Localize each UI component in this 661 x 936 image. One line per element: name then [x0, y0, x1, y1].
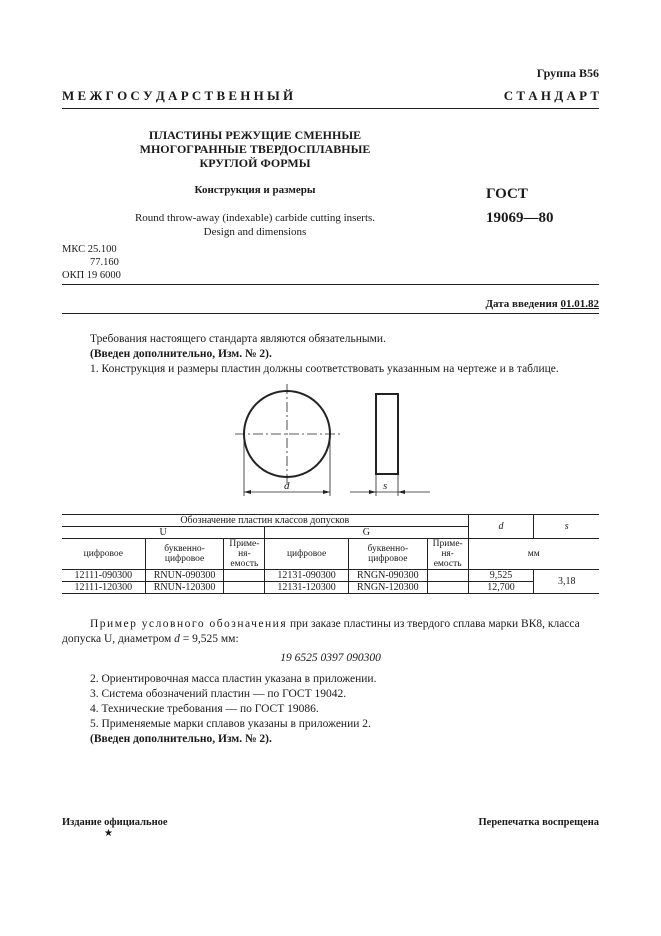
gost-number: 19069—80: [486, 210, 554, 226]
paragraph-clause-1: 1. Конструкция и размеры пластин должны соответствовать указанным на чертеже и в таблице.: [90, 363, 559, 375]
list-item-2: 2. Ориентировочная масса пластин указана в приложении.: [90, 673, 377, 685]
dimensions-table: [62, 514, 599, 594]
cell-d: 9,525: [468, 570, 534, 582]
header-u-digital: цифровое: [62, 539, 145, 570]
cell-g-alnum: RNGN-090300: [348, 570, 427, 582]
cell-g-digital: 12131-090300: [265, 570, 349, 582]
list-item-3: 3. Система обозначений пластин — по ГОСТ 19042.: [90, 688, 347, 700]
header-unit: мм: [468, 539, 599, 570]
date-label: Дата введения: [485, 298, 558, 310]
d-label: d: [284, 480, 290, 492]
footer-reprint-prohibited: Перепечатка воспрещена: [478, 817, 599, 828]
paragraph-mandatory: Требования настоящего стандарта являются обязательными.: [90, 333, 386, 345]
table-col-s: s: [534, 515, 599, 539]
cell-g-usage: [427, 570, 468, 582]
list-item-4: 4. Технические требования — по ГОСТ 19086.: [90, 703, 319, 715]
footer-official-edition: Издание официальное: [62, 817, 168, 828]
cell-d: 12,700: [468, 582, 534, 594]
insert-drawing: [230, 380, 440, 500]
example-paragraph: [62, 617, 599, 647]
english-title-line-1: Round throw-away (indexable) carbide cutting inserts.: [134, 212, 376, 224]
effective-date: [485, 298, 599, 310]
example-text: при заказе пластины из твердого сплава марки ВК8, класса допуска U, диаметром: [62, 618, 580, 645]
header-g-digital: цифровое: [265, 539, 349, 570]
list-amendment: (Введен дополнительно, Изм. № 2).: [90, 733, 272, 745]
header-g-usage: Приме-ня-емость: [427, 539, 468, 570]
table-row: [62, 582, 599, 594]
header-g-alnum: буквенно-цифровое: [348, 539, 427, 570]
cell-u-digital: 12111-090300: [62, 570, 145, 582]
header-u-usage: Приме-ня-емость: [224, 539, 265, 570]
cell-u-usage: [224, 570, 265, 582]
table-class-g: G: [265, 527, 468, 539]
cell-g-digital: 12131-120300: [265, 582, 349, 594]
table-class-u: U: [62, 527, 265, 539]
table-col-d: d: [468, 515, 534, 539]
banner-word-1: М Е Ж Г О С У Д А Р С Т В Е Н Н Ы Й: [62, 88, 294, 103]
okp-code: ОКП 19 6000: [62, 270, 121, 281]
title-line-3: КРУГЛОЙ ФОРМЫ: [199, 156, 311, 170]
standard-banner: [62, 88, 599, 104]
cell-g-usage: [427, 582, 468, 594]
cell-s: 3,18: [534, 570, 599, 594]
document-title: [110, 128, 400, 170]
table-group-header: Обозначение пластин классов допусков: [62, 515, 468, 527]
english-title: [110, 211, 400, 239]
title-line-2: МНОГОГРАННЫЕ ТВЕРДОСПЛАВНЫЕ: [139, 142, 371, 156]
date-value: 01.01.82: [560, 298, 599, 310]
table-row: [62, 570, 599, 582]
cell-g-alnum: RNGN-120300: [348, 582, 427, 594]
header-rule: [62, 108, 599, 109]
example-designation: 19 6525 0397 090300: [280, 652, 381, 664]
s-label: s: [383, 480, 388, 492]
list-item-5: 5. Применяемые марки сплавов указаны в приложении 2.: [90, 718, 371, 730]
example-intro: Пример условного обозначения: [90, 618, 288, 630]
mks-code-1: МКС 25.100: [62, 244, 117, 255]
classification-codes: [62, 243, 121, 282]
gost-label: ГОСТ: [486, 186, 528, 202]
example-d-symbol: d: [174, 633, 180, 645]
document-subtitle: Конструкция и размеры: [194, 184, 316, 196]
banner-word-2: С Т А Н Д А Р Т: [503, 88, 599, 103]
cell-u-alnum: RNUN-120300: [145, 582, 224, 594]
codes-rule: [62, 284, 599, 285]
footer-star: ★: [104, 828, 113, 839]
cell-u-usage: [224, 582, 265, 594]
cell-u-digital: 12111-120300: [62, 582, 145, 594]
insert-side-view: [376, 394, 398, 474]
cell-u-alnum: RNUN-090300: [145, 570, 224, 582]
paragraph-amendment: (Введен дополнительно, Изм. № 2).: [90, 348, 272, 360]
example-d-value: = 9,525 мм:: [179, 633, 239, 645]
english-title-line-2: Design and dimensions: [203, 226, 307, 238]
title-line-1: ПЛАСТИНЫ РЕЖУЩИЕ СМЕННЫЕ: [148, 128, 362, 142]
header-u-alnum: буквенно-цифровое: [145, 539, 224, 570]
mks-code-2: 77.160: [90, 257, 119, 268]
group-code: Группа В56: [536, 66, 599, 80]
date-rule: [62, 313, 599, 314]
